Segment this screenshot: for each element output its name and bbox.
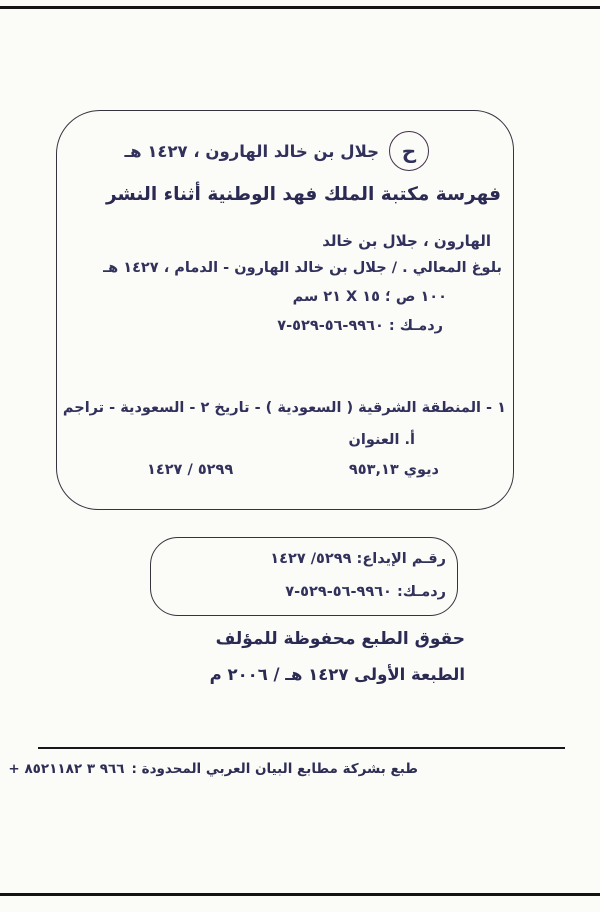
deposit-number-line <box>151 543 446 576</box>
scan-edge-top <box>0 6 600 9</box>
copyright-symbol-letter: ح <box>401 139 417 163</box>
deposit-isbn-label: ردمـك: <box>396 584 446 600</box>
rights-reserved-line: حقوق الطبع محفوظة للمؤلف <box>215 629 465 649</box>
added-entry-line: أ. العنوان <box>348 432 415 448</box>
dewey-number: ديوي ٩٥٣,١٣ <box>348 462 439 478</box>
cataloging-heading: فهرسة مكتبة الملك فهد الوطنية أثناء النشر <box>106 184 501 205</box>
isbn-label: ردمـك : <box>388 318 443 334</box>
dewey-line <box>147 462 439 478</box>
printer-line <box>8 761 418 777</box>
footer-divider <box>38 747 565 749</box>
edition-line: الطبعة الأولى ١٤٢٧ هـ / ٢٠٠٦ م <box>209 665 465 684</box>
subjects-line: ١ - المنطقة الشرقية ( السعودية ) - تاريخ ٢ - السعودية - تراجم <box>62 400 506 416</box>
deposit-isbn-line <box>151 576 446 609</box>
printer-label: طبع بشركة مطابع البيان العربي المحدودة : <box>131 761 418 777</box>
collation-line: ١٠٠ ص ؛ ١٥ X ٢١ سم <box>292 289 447 305</box>
deposit-isbn-value: ٩٩٦٠-٥٦-٥٢٩-٧ <box>285 584 392 600</box>
scan-edge-bottom <box>0 893 600 896</box>
deposit-value: ٥٢٩٩/ ١٤٢٧ <box>270 551 352 567</box>
author-date-line: جلال بن خالد الهارون ، ١٤٢٧ هـ <box>124 141 379 161</box>
title-statement-line: بلوغ المعالي . / جلال بن خالد الهارون - الدمام ، ١٤٢٧ هـ <box>103 260 502 276</box>
isbn-line <box>277 318 443 334</box>
cip-header-row <box>125 131 430 171</box>
copyright-symbol-circle <box>389 131 429 171</box>
cip-box <box>56 110 514 510</box>
card-number: ٥٢٩٩ / ١٤٢٧ <box>147 462 234 478</box>
isbn-value: ٩٩٦٠-٥٦-٥٢٩-٧ <box>277 318 384 334</box>
main-entry-line: الهارون ، جلال بن خالد <box>322 232 491 250</box>
deposit-box <box>150 537 458 616</box>
printer-phone: + ٩٦٦ ٣ ٨٥٢١١٨٢ <box>8 761 125 777</box>
deposit-label: رقـم الإيداع: <box>356 551 446 567</box>
